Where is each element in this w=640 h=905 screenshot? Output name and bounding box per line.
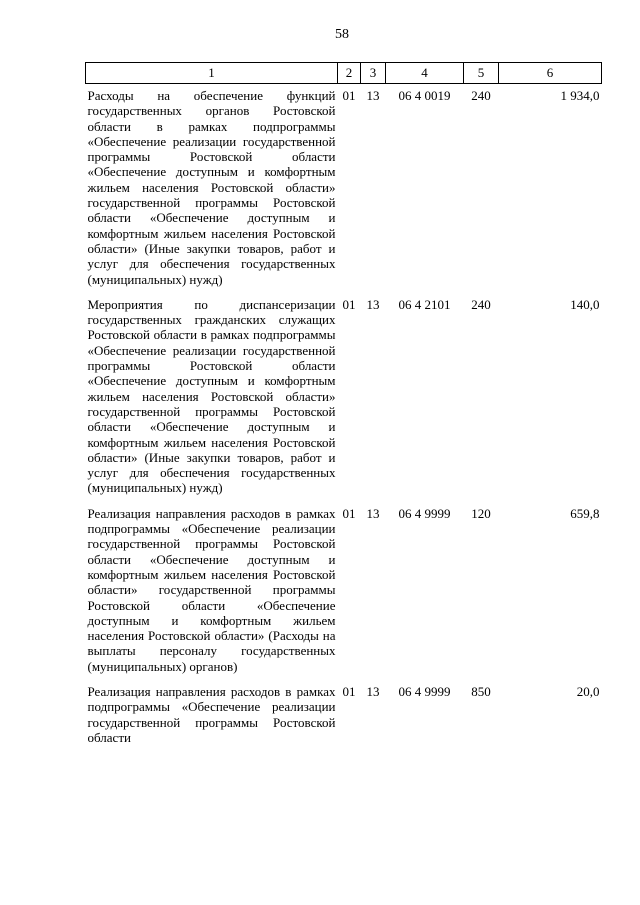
header-column-4: 4 <box>386 63 464 84</box>
row-subsection: 13 <box>366 505 380 521</box>
header-column-2: 2 <box>338 63 361 84</box>
row-subsection: 13 <box>366 683 380 699</box>
row-subsection: 13 <box>366 296 380 312</box>
page-number: 58 <box>335 27 349 42</box>
row-description: Реализация направления расходов в рамках подпрограммы «Обеспечение реализации государственной программы Ростовской области «Обеспечение доступным и комфортным жильем населения Ростовской области» государственной программы Ростовской области «Обеспечение доступным и комфортным жильем населения Ростовской области» (Расходы на выплаты персоналу государственных (муниципальных) органов) <box>87 505 336 674</box>
row-section: 01 <box>342 296 356 312</box>
header-column-1: 1 <box>86 63 338 84</box>
table-row <box>86 502 602 680</box>
row-target-code: 06 4 9999 <box>398 505 451 521</box>
budget-table <box>85 62 602 751</box>
row-amount: 20,0 <box>576 683 600 699</box>
row-section: 01 <box>342 683 356 699</box>
row-expense-type: 240 <box>471 296 491 312</box>
header-column-3: 3 <box>361 63 386 84</box>
row-expense-type: 240 <box>471 88 491 103</box>
row-expense-type: 120 <box>471 505 491 521</box>
table-row <box>86 680 602 751</box>
row-amount: 659,8 <box>570 505 600 521</box>
table-header-row <box>86 63 602 84</box>
row-section: 01 <box>342 505 356 521</box>
row-description: Реализация направления расходов в рамках подпрограммы «Обеспечение реализации государственной программы Ростовской области <box>87 683 336 745</box>
row-description: Мероприятия по диспансеризации государственных гражданских служащих Ростовской области в рамках подпрограммы «Обеспечение реализации государственной программы Ростовской области «Обеспечение доступным и комфортным жильем населения Ростовской области» государственной программы Ростовской области «Обеспечение доступным и комфортным жильем населения Ростовской области» (Иные закупки товаров, работ и услуг для обеспечения государственных (муниципальных) нужд) <box>87 296 336 496</box>
row-amount: 1 934,0 <box>560 88 600 103</box>
row-subsection: 13 <box>366 88 380 103</box>
table-row <box>86 293 602 502</box>
row-amount: 140,0 <box>570 296 600 312</box>
row-expense-type: 850 <box>471 683 491 699</box>
row-section: 01 <box>342 88 356 103</box>
table-row <box>86 84 602 293</box>
header-column-5: 5 <box>464 63 499 84</box>
row-target-code: 06 4 2101 <box>398 296 451 312</box>
row-target-code: 06 4 9999 <box>398 683 451 699</box>
header-column-6: 6 <box>499 63 602 84</box>
row-target-code: 06 4 0019 <box>398 88 451 103</box>
row-description: Расходы на обеспечение функций государственных органов Ростовской области в рамках подпрограммы «Обеспечение реализации государственной программы Ростовской области «Обеспечение доступным и комфортным жильем населения Ростовской области» государственной программы Ростовской области «Обеспечение доступным и комфортным жильем населения Ростовской области» (Иные закупки товаров, работ и услуг для обеспечения государственных (муниципальных) нужд) <box>87 88 336 287</box>
